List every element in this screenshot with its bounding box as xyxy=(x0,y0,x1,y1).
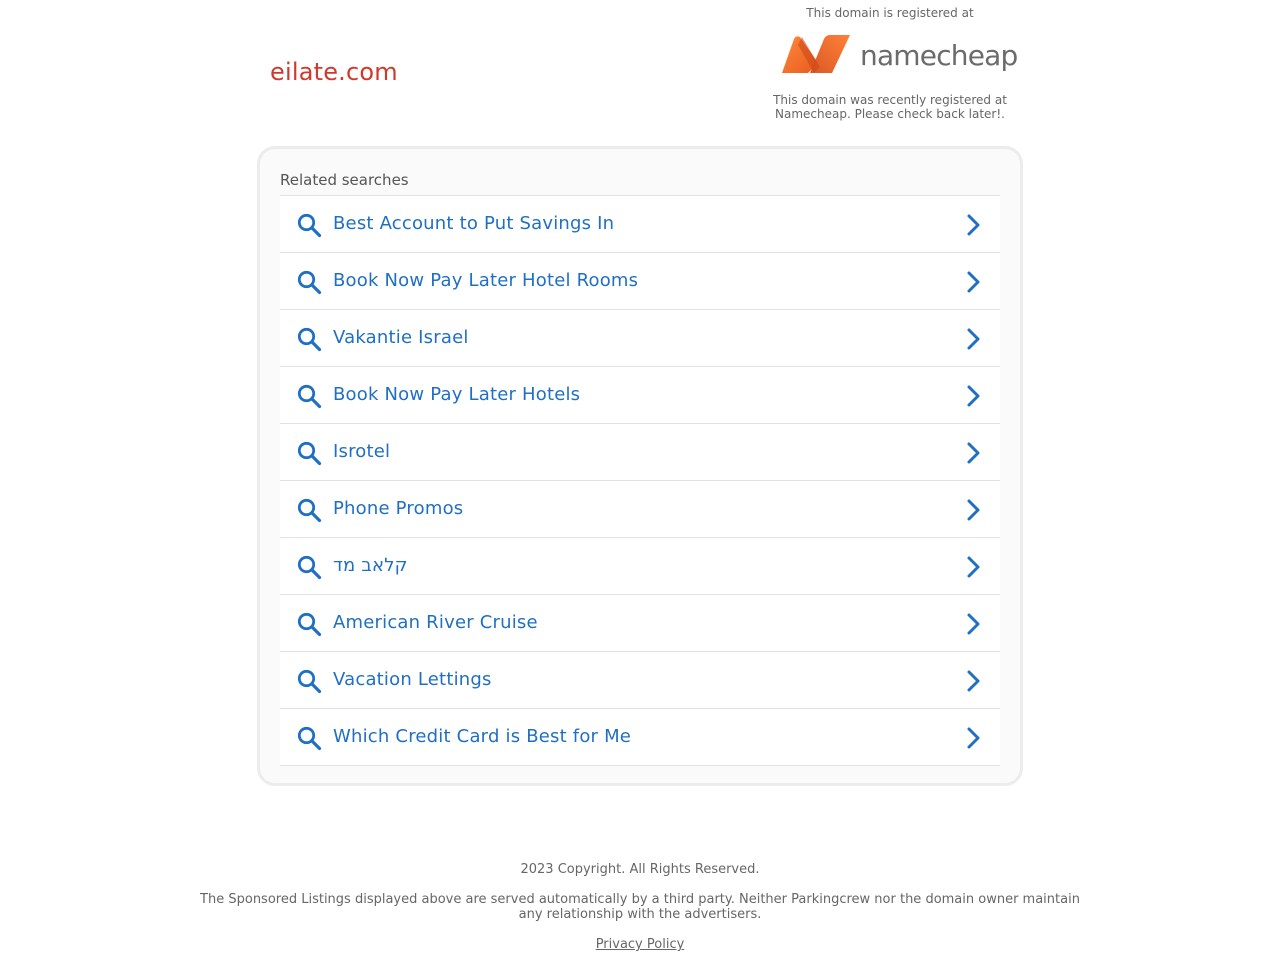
related-search-item[interactable] xyxy=(280,367,1000,424)
search-icon xyxy=(296,611,322,637)
related-search-label: Book Now Pay Later Hotels xyxy=(333,384,581,405)
related-search-item[interactable] xyxy=(280,424,1000,481)
related-search-item[interactable] xyxy=(280,709,1000,766)
footer xyxy=(0,862,1280,953)
namecheap-wordmark: namecheap xyxy=(860,39,1018,72)
domain-name: eilate.com xyxy=(270,58,398,86)
chevron-right-icon xyxy=(966,213,982,237)
search-icon xyxy=(296,554,322,580)
related-search-label: Phone Promos xyxy=(333,498,464,519)
chevron-right-icon xyxy=(966,384,982,408)
search-icon xyxy=(296,497,322,523)
search-icon xyxy=(296,269,322,295)
recent-registration-notice xyxy=(760,93,1020,121)
related-search-label: Vakantie Israel xyxy=(333,327,469,348)
namecheap-logo-mark-icon xyxy=(780,33,852,77)
related-search-item[interactable] xyxy=(280,481,1000,538)
related-searches-title: Related searches xyxy=(280,169,1000,196)
search-icon xyxy=(296,668,322,694)
related-search-label: Which Credit Card is Best for Me xyxy=(333,726,632,747)
search-icon xyxy=(296,383,322,409)
chevron-right-icon xyxy=(966,669,982,693)
chevron-right-icon xyxy=(966,327,982,351)
chevron-right-icon xyxy=(966,555,982,579)
namecheap-logo[interactable] xyxy=(780,33,1018,77)
search-icon xyxy=(296,326,322,352)
recent-notice-line2: Namecheap. Please check back later!. xyxy=(775,107,1005,121)
header xyxy=(0,0,1280,140)
chevron-right-icon xyxy=(966,726,982,750)
chevron-right-icon xyxy=(966,498,982,522)
related-search-item[interactable] xyxy=(280,196,1000,253)
related-search-item[interactable] xyxy=(280,310,1000,367)
sponsored-disclaimer: The Sponsored Listings displayed above are served automatically by a third party. Neither Parkingcrew nor the domain owner maintain any relationship with the advertisers. xyxy=(200,892,1080,922)
search-icon xyxy=(296,212,322,238)
related-search-item[interactable] xyxy=(280,538,1000,595)
registrar-panel xyxy=(760,5,1020,121)
registered-at-text: This domain is registered at xyxy=(806,6,974,20)
related-search-label: Vacation Lettings xyxy=(333,669,492,690)
related-search-label: קלאב מד xyxy=(333,555,408,576)
copyright-text: 2023 Copyright. All Rights Reserved. xyxy=(520,862,760,877)
chevron-right-icon xyxy=(966,270,982,294)
related-search-label: Isrotel xyxy=(333,441,391,462)
related-searches-list xyxy=(280,196,1000,766)
related-search-label: Best Account to Put Savings In xyxy=(333,213,615,234)
related-search-item[interactable] xyxy=(280,253,1000,310)
privacy-policy-link[interactable]: Privacy Policy xyxy=(595,937,685,952)
search-icon xyxy=(296,440,322,466)
chevron-right-icon xyxy=(966,612,982,636)
search-icon xyxy=(296,725,322,751)
related-search-label: American River Cruise xyxy=(333,612,538,633)
related-searches-box xyxy=(257,146,1023,786)
related-search-label: Book Now Pay Later Hotel Rooms xyxy=(333,270,639,291)
chevron-right-icon xyxy=(966,441,982,465)
related-search-item[interactable] xyxy=(280,652,1000,709)
related-search-item[interactable] xyxy=(280,595,1000,652)
recent-notice-line1: This domain was recently registered at xyxy=(773,93,1007,107)
